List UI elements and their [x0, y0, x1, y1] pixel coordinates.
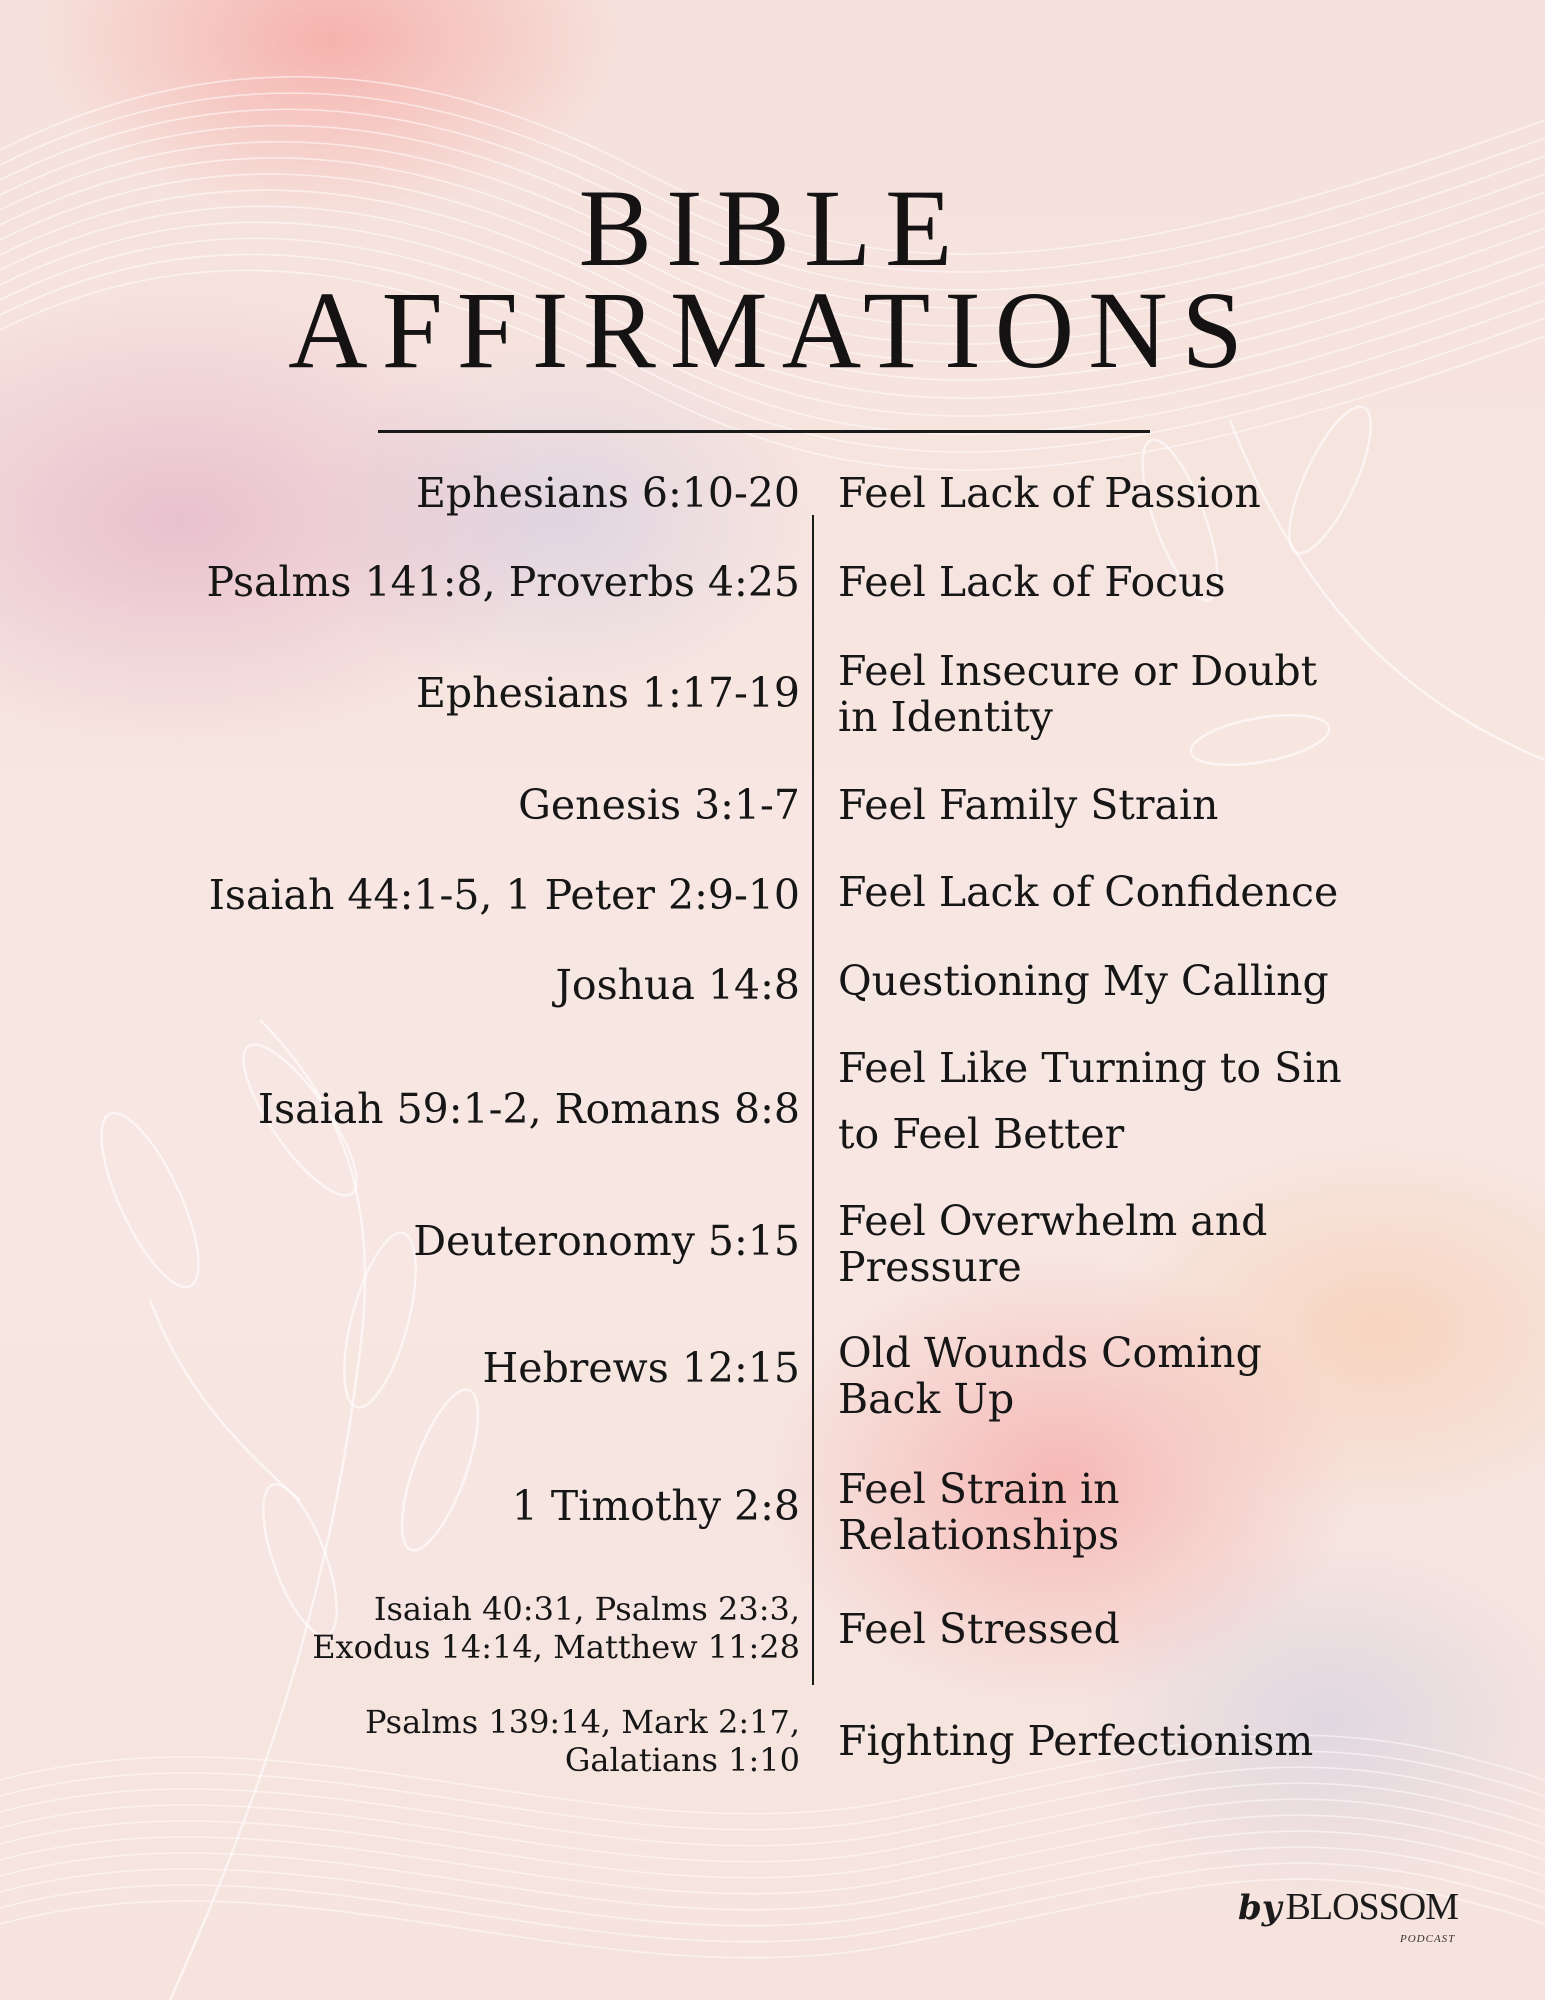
scripture-reference: Ephesians 1:17-19	[415, 669, 800, 717]
column-divider	[812, 515, 814, 1685]
scripture-reference: Joshua 14:8	[555, 961, 800, 1009]
feeling-text: Questioning My Calling	[838, 957, 1329, 1005]
feeling-text: Old Wounds Coming Back Up	[838, 1329, 1262, 1423]
scripture-reference: Hebrews 12:15	[482, 1344, 800, 1392]
scripture-reference: Ephesians 6:10-20	[415, 469, 800, 517]
scripture-reference: Psalms 139:14, Mark 2:17, Galatians 1:10	[365, 1703, 800, 1779]
title-divider	[378, 430, 1150, 433]
feeling-text: Feel Overwhelm and Pressure	[838, 1197, 1268, 1291]
feeling-text: Feel Lack of Focus	[838, 558, 1226, 606]
feeling-text: Feel Like Turning to Sin to Feel Better	[838, 1044, 1342, 1158]
brand-subtitle: PODCAST	[1400, 1933, 1456, 1945]
feeling-text: Fighting Perfectionism	[838, 1717, 1314, 1765]
blossom-logo	[1238, 1885, 1458, 1929]
scripture-reference: Genesis 3:1-7	[518, 781, 800, 829]
brand-by: by	[1238, 1888, 1282, 1928]
feeling-text: Feel Family Strain	[838, 781, 1219, 829]
scripture-reference: Isaiah 40:31, Psalms 23:3, Exodus 14:14, Matthew 11:28	[312, 1590, 800, 1666]
scripture-reference: Psalms 141:8, Proverbs 4:25	[206, 558, 800, 606]
scripture-reference: Deuteronomy 5:15	[413, 1217, 800, 1265]
brand-name: BLOSSOM	[1285, 1886, 1459, 1928]
scripture-reference: Isaiah 44:1-5, 1 Peter 2:9-10	[208, 871, 800, 919]
feeling-text: Feel Lack of Confidence	[838, 868, 1339, 916]
scripture-reference: Isaiah 59:1-2, Romans 8:8	[257, 1085, 800, 1133]
scripture-reference: 1 Timothy 2:8	[511, 1482, 800, 1530]
feeling-text: Feel Insecure or Doubt in Identity	[838, 647, 1318, 741]
leaf-branch-left	[83, 1020, 494, 2000]
feeling-text: Feel Lack of Passion	[838, 469, 1261, 517]
title-line-1: BIBLE	[578, 167, 967, 289]
feeling-text: Feel Stressed	[838, 1605, 1120, 1653]
title-line-2: AFFIRMATIONS	[288, 269, 1257, 391]
feeling-text: Feel Strain in Relationships	[838, 1465, 1120, 1559]
